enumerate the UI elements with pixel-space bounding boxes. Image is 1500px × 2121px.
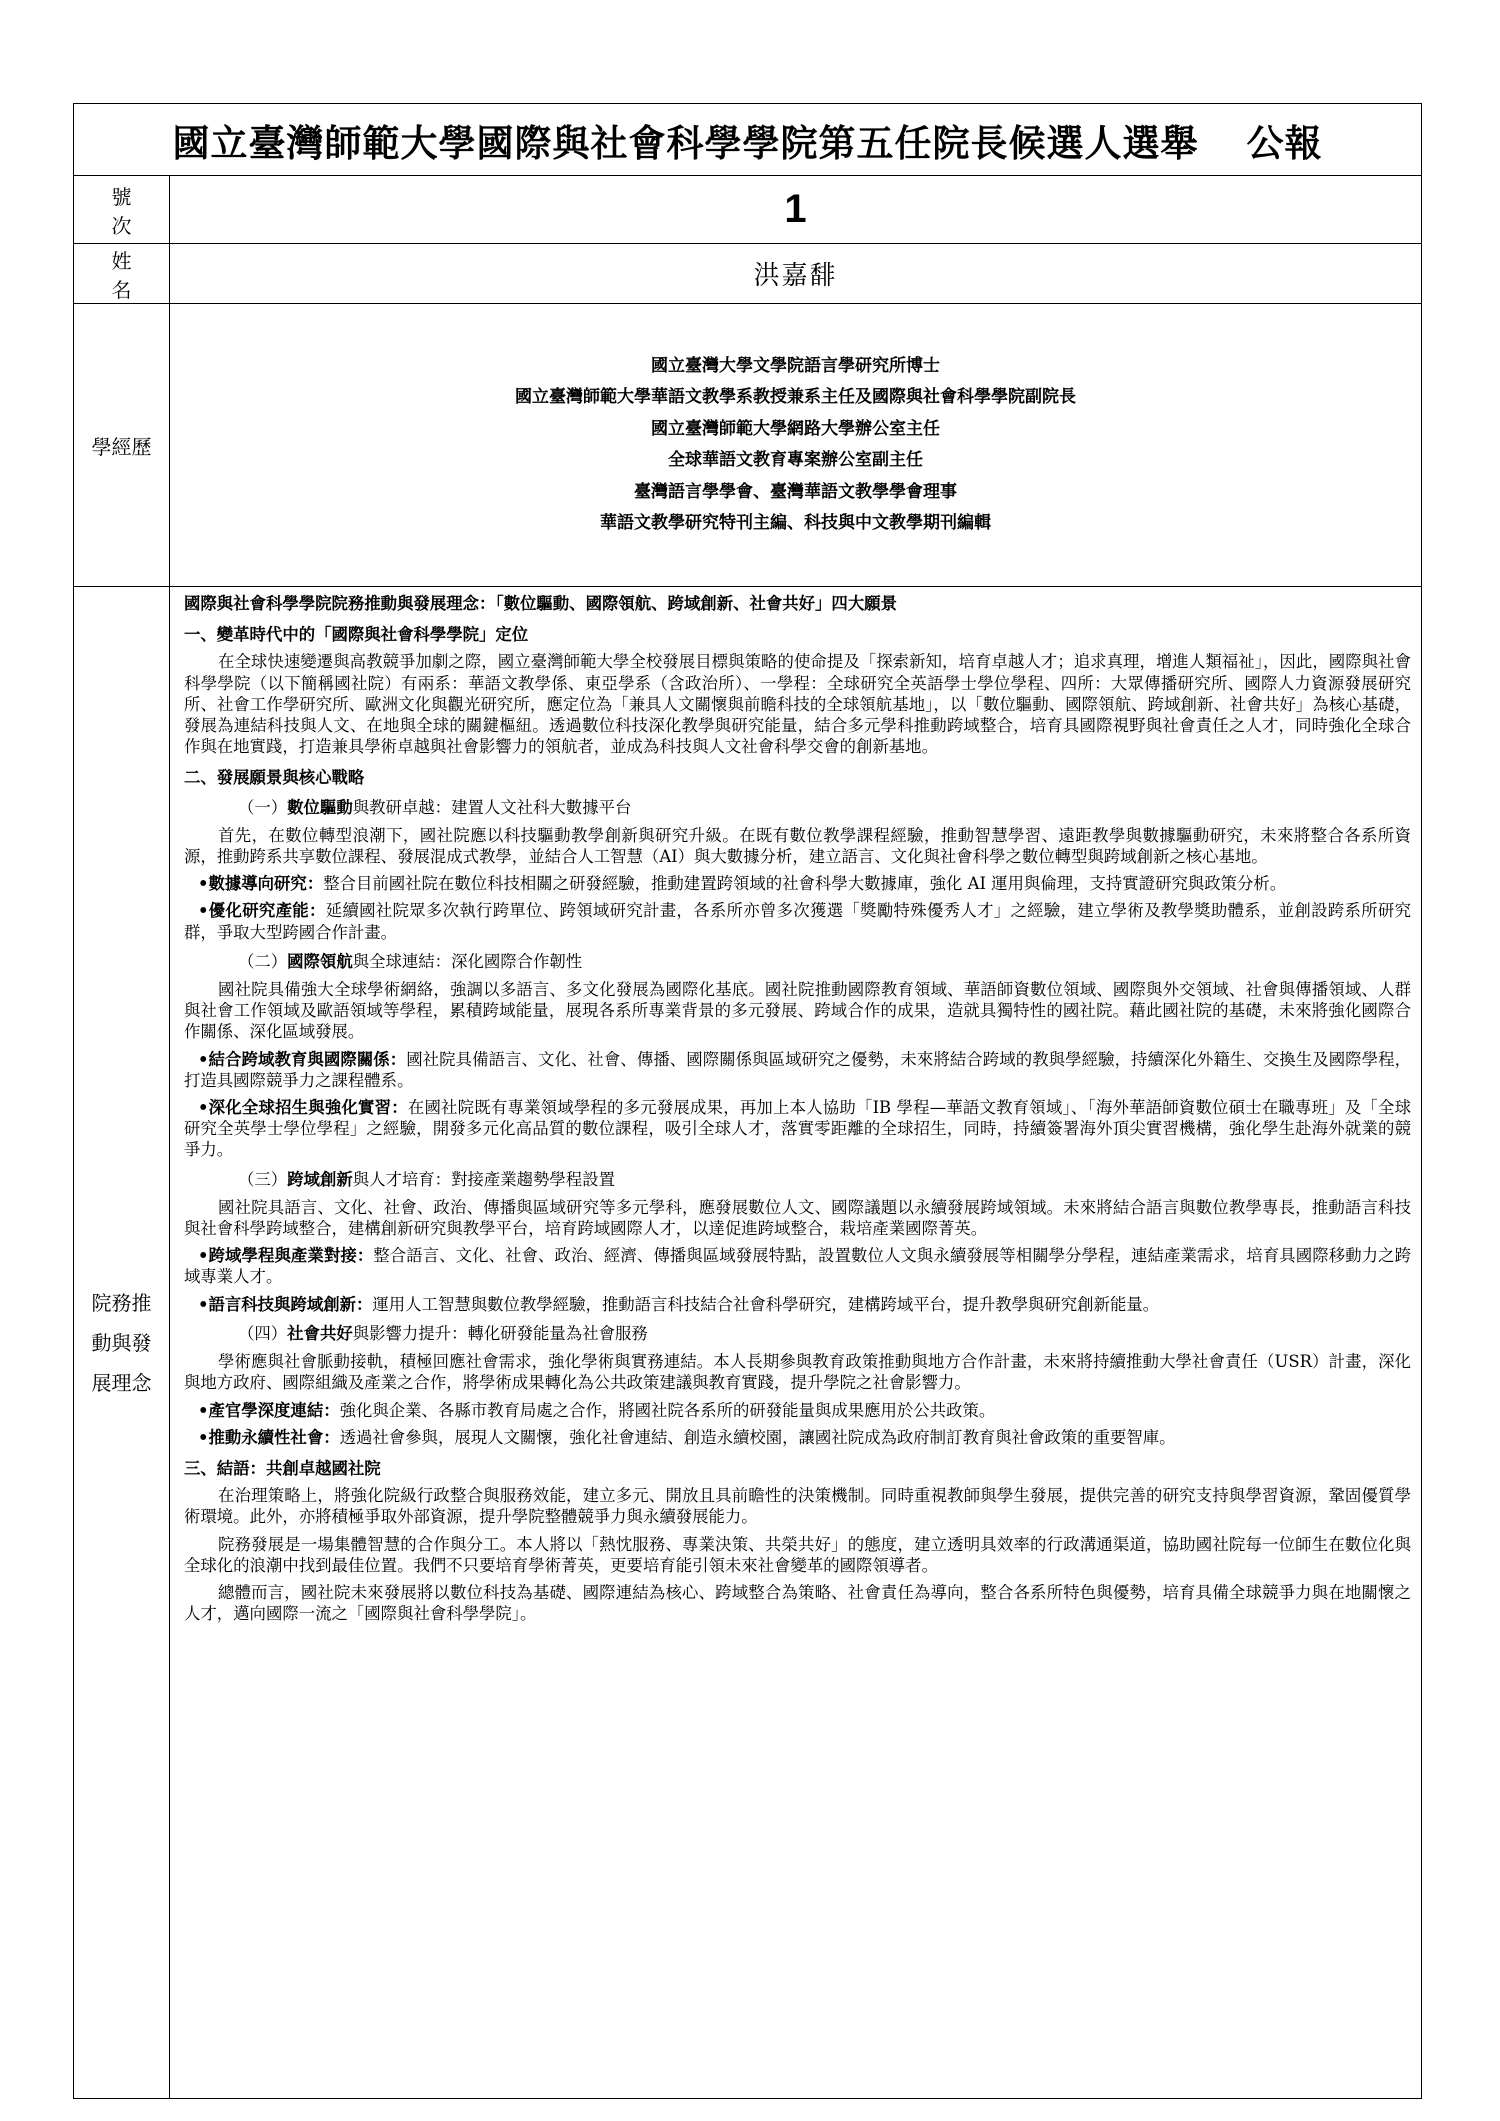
section-title: 二、發展願景與核心戰略 <box>184 768 365 788</box>
bullet-item: •結合跨域教育與國際關係：國社院具備語言、文化、社會、傳播、國際關係與區域研究之優勢，未來將結合跨域的教與學經驗，持續深化外籍生、交換生及國際學程，打造具國際競爭力之課程體系。 <box>184 1049 1411 1090</box>
vision-label: 院務推 動與發 展理念 <box>74 587 170 2099</box>
number-label: 號 次 <box>74 176 170 244</box>
paragraph: 在全球快速變遷與高教競爭加劇之際，國立臺灣師範大學全校發展目標與策略的使命提及「探索新知，培育卓越人才；追求真理，增進人類福祉」，因此，國際與社會科學學院（以下簡稱國社院）有兩系：華語文教學係、東亞學系（含政治所）、一學程：全球研究全英語學士學位學程、四所：大眾傳播研究所、國際人力資源發展研究所、社會工作學研究所、歐洲文化與觀光研究所，應定位為「兼具人文關懷與前瞻科技的全球領航基地」，以「數位驅動、國際領航、跨域創新、社會共好」為核心基礎，發展為連結科技與人文、在地與全球的關鍵樞紐。透過數位科技深化教學與研究能量，結合多元學科推動跨域整合，培育具國際視野與社會責任之人才，同時強化全球合作與在地實踐，打造兼具學術卓越與社會影響力的領航者，並成為科技與人文社會科學交會的創新基地。 <box>184 652 1411 757</box>
vision-content <box>170 587 1422 2099</box>
subsection-title: （二）國際領航與全球連結：深化國際合作韌性 <box>238 951 583 971</box>
bullet-item: •數據導向研究：整合目前國社院在數位科技相關之研發經驗，推動建置跨領域的社會科學大數據庫，強化 AI 運用與倫理，支持實證研究與政策分析。 <box>198 874 1287 894</box>
bullet-item: •優化研究產能：延續國社院眾多次執行跨單位、跨領域研究計畫，各系所亦曾多次獲選「獎勵特殊優秀人才」之經驗，建立學術及教學獎助體系，並創設跨系所研究群，爭取大型跨國合作計畫。 <box>184 901 1411 942</box>
paragraph: 院務發展是一場集體智慧的合作與分工。本人將以「熱忱服務、專業決策、共榮共好」的態度，建立透明具效率的行政溝通渠道，協助國社院每一位師生在數位化與全球化的浪潮中找到最佳位置。我們不只要培育學術菁英，更要培育能引領未來社會變革的國際領導者。 <box>184 1534 1411 1575</box>
paragraph: 首先，在數位轉型浪潮下，國社院應以科技驅動教學創新與研究升級。在既有數位教學課程經驗，推動智慧學習、遠距教學與數據驅動研究，未來將整合各系所資源，推動跨系共享數位課程、發展混成式教學，並結合人工智慧（AI）與大數據分析，建立語言、文化與社會科學之數位轉型與跨域創新之核心基地。 <box>184 825 1411 867</box>
title-suffix: 公報 <box>1246 120 1323 165</box>
section-title: 三、結語：共創卓越國社院 <box>184 1458 381 1478</box>
bullet-item: •語言科技與跨域創新：運用人工智慧與數位教學經驗，推動語言科技結合社會科學研究，建構跨域平台，提升教學與研究創新能量。 <box>198 1294 1160 1314</box>
education-item: 臺灣語言學學會、臺灣華語文教學學會理事 <box>634 481 957 502</box>
education-label: 學經歷 <box>74 304 170 587</box>
bulletin-table <box>73 103 1422 2099</box>
education-item: 國立臺灣師範大學華語文教學系教授兼系主任及國際與社會科學學院副院長 <box>515 387 1076 407</box>
paragraph: 國社院具語言、文化、社會、政治、傳播與區域研究等多元學科，應發展數位人文、國際議題以永續發展跨域領域。未來將結合語言與數位教學專長，推動語言科技與社會科學跨域整合，建構創新研究與教學平台，培育跨域國際人才，以達促進跨域整合，栽培產業國際菁英。 <box>184 1197 1411 1239</box>
paragraph: 國社院具備強大全球學術網絡，強調以多語言、多文化發展為國際化基底。國社院推動國際教育領域、華語師資數位領域、國際與外交領域、社會與傳播領域、人群與社會工作領域及歐語領域等學程，累積跨域能量，展現各系所專業背景的多元發展、跨域合作的成果，造就具獨特性的國社院。藉此國社院的基礎，未來將強化國際合作關係、深化區域發展。 <box>184 980 1411 1042</box>
title-text: 國立臺灣師範大學國際與社會科學學院第五任院長候選人選舉 <box>172 120 1199 165</box>
bullet-item: •跨域學程與產業對接：整合語言、文化、社會、政治、經濟、傳播與區域發展特點，設置數位人文與永續發展等相關學分學程，連結產業需求，培育具國際移動力之跨域專業人才。 <box>184 1246 1411 1287</box>
subsection-title: （四）社會共好與影響力提升：轉化研發能量為社會服務 <box>238 1323 648 1343</box>
paragraph: 學術應與社會脈動接軌，積極回應社會需求，強化學術與實務連結。本人長期參與教育政策推動與地方合作計畫，未來將持續推動大學社會責任（USR）計畫，深化與地方政府、國際組織及產業之合作，將學術成果轉化為公共政策建議與教育實踐，提升學院之社會影響力。 <box>184 1352 1411 1393</box>
bullet-item: •產官學深度連結：強化與企業、各縣市教育局處之合作，將國社院各系所的研發能量與成果應用於公共政策。 <box>198 1400 996 1420</box>
section-title: 一、變革時代中的「國際與社會科學學院」定位 <box>184 625 529 645</box>
education-list <box>170 304 1422 587</box>
education-item: 華語文教學研究特刊主編、科技與中文教學期刊編輯 <box>600 513 991 533</box>
paragraph: 在治理策略上，將強化院級行政整合與服務效能，建立多元、開放且具前瞻性的決策機制。同時重視教師與學生發展，提供完善的研究支持與學習資源，鞏固優質學術環境。此外，亦將積極爭取外部資源，提升學院整體競爭力與永續發展能力。 <box>184 1486 1411 1527</box>
bullet-item: •深化全球招生與強化實習：在國社院既有專業領域學程的多元發展成果，再加上本人協助「IB 學程—華語文教育領域」、「海外華語師資數位碩士在職專班」及「全球研究全英學士學位學程」之經驗，開發多元化高品質的數位課程，吸引全球人才，落實零距離的全球招生，同時，持續簽署海外頂尖實習機構，強化學生赴海外就業的競爭力。 <box>184 1098 1412 1160</box>
name-label: 姓 名 <box>74 244 170 304</box>
bullet-item: •推動永續性社會：透過社會參與，展現人文關懷，強化社會連結、創造永續校園，讓國社院成為政府制訂教育與社會政策的重要智庫。 <box>198 1427 1176 1447</box>
education-item: 國立臺灣師範大學網路大學辦公室主任 <box>651 418 940 439</box>
education-item: 國立臺灣大學文學院語言學研究所博士 <box>651 355 940 376</box>
paragraph: 總體而言，國社院未來發展將以數位科技為基礎、國際連結為核心、跨域整合為策略、社會責任為導向，整合各系所特色與優勢，培育具備全球競爭力與在地關懷之人才，邁向國際一流之「國際與社會科學學院」。 <box>184 1582 1411 1624</box>
subsection-title: （一）數位驅動與教研卓越：建置人文社科大數據平台 <box>238 797 632 817</box>
education-item: 全球華語文教育專案辦公室副主任 <box>668 450 923 470</box>
subsection-title: （三）跨域創新與人才培育：對接產業趨勢學程設置 <box>238 1169 615 1189</box>
candidate-name: 洪嘉馡 <box>170 244 1422 304</box>
vision-heading: 國際與社會科學學院院務推動與發展理念：「數位驅動、國際領航、跨域創新、社會共好」四大願景 <box>184 594 897 613</box>
number-value: 1 <box>170 176 1422 244</box>
bulletin-title <box>74 104 1422 176</box>
